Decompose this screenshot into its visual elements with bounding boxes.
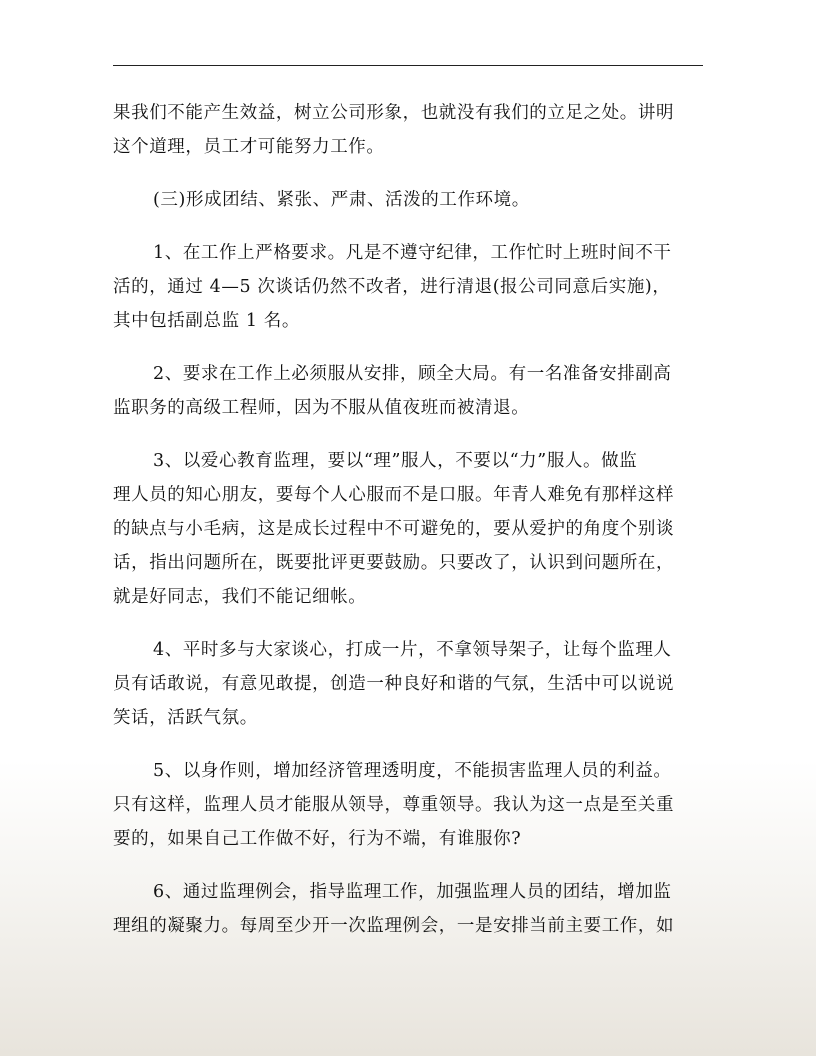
- paragraph-line: 员有话敢说，有意见敢提，创造一种良好和谐的气氛，生活中可以说说: [113, 674, 675, 694]
- paragraph-6: [113, 633, 707, 735]
- paragraph-line: 5、以身作则，增加经济管理透明度，不能损害监理人员的利益。: [153, 761, 672, 781]
- paragraph-line: 监职务的高级工程师，因为不服从值夜班而被清退。: [113, 398, 530, 418]
- paragraph-line: 理组的凝聚力。每周至少开一次监理例会，一是安排当前主要工作，如: [113, 916, 675, 936]
- header-rule: [113, 65, 703, 66]
- paragraph-3: [113, 236, 707, 338]
- paragraph-4: [113, 357, 707, 425]
- document-body: [113, 96, 707, 962]
- heading-line: (三)形成团结、紧张、严肃、活泼的工作环境。: [153, 190, 530, 210]
- paragraph-line: 理人员的知心朋友，要每个人心服而不是口服。年青人难免有那样这样: [113, 485, 675, 505]
- paragraph-line: 活的，通过 4—5 次谈话仍然不改者，进行清退(报公司同意后实施)，: [113, 277, 671, 297]
- paragraph-line: 话，指出问题所在，既要批评更要鼓励。只要改了，认识到问题所在，: [113, 553, 675, 573]
- paragraph-line: 6、通过监理例会，指导监理工作，加强监理人员的团结，增加监: [153, 882, 672, 902]
- paragraph-line: 这个道理，员工才可能努力工作。: [113, 137, 385, 157]
- paragraph-7: [113, 754, 707, 856]
- paragraph-line: 1、在工作上严格要求。凡是不遵守纪律，工作忙时上班时间不干: [153, 243, 672, 263]
- paragraph-1: [113, 96, 707, 164]
- paragraph-line: 2、要求在工作上必须服从安排，顾全大局。有一名准备安排副高: [153, 364, 672, 384]
- paragraph-line: 只有这样，监理人员才能服从领导，尊重领导。我认为这一点是至关重: [113, 795, 675, 815]
- section-heading: [113, 183, 707, 217]
- paragraph-line: 果我们不能产生效益，树立公司形象，也就没有我们的立足之处。讲明: [113, 103, 675, 123]
- paragraph-line: 笑话，活跃气氛。: [113, 708, 258, 728]
- paragraph-line: 其中包括副总监 1 名。: [113, 311, 300, 331]
- paragraph-8: [113, 875, 707, 943]
- paragraph-line: 3、以爱心教育监理，要以“理”服人，不要以“力”服人。做监: [153, 451, 638, 471]
- paragraph-line: 4、平时多与大家谈心，打成一片，不拿领导架子，让每个监理人: [153, 640, 672, 660]
- paragraph-line: 要的，如果自己工作做不好，行为不端，有谁服你?: [113, 829, 522, 849]
- paragraph-5: [113, 444, 707, 614]
- paragraph-line: 就是好同志，我们不能记细帐。: [113, 587, 367, 607]
- paragraph-line: 的缺点与小毛病，这是成长过程中不可避免的，要从爱护的角度个别谈: [113, 519, 675, 539]
